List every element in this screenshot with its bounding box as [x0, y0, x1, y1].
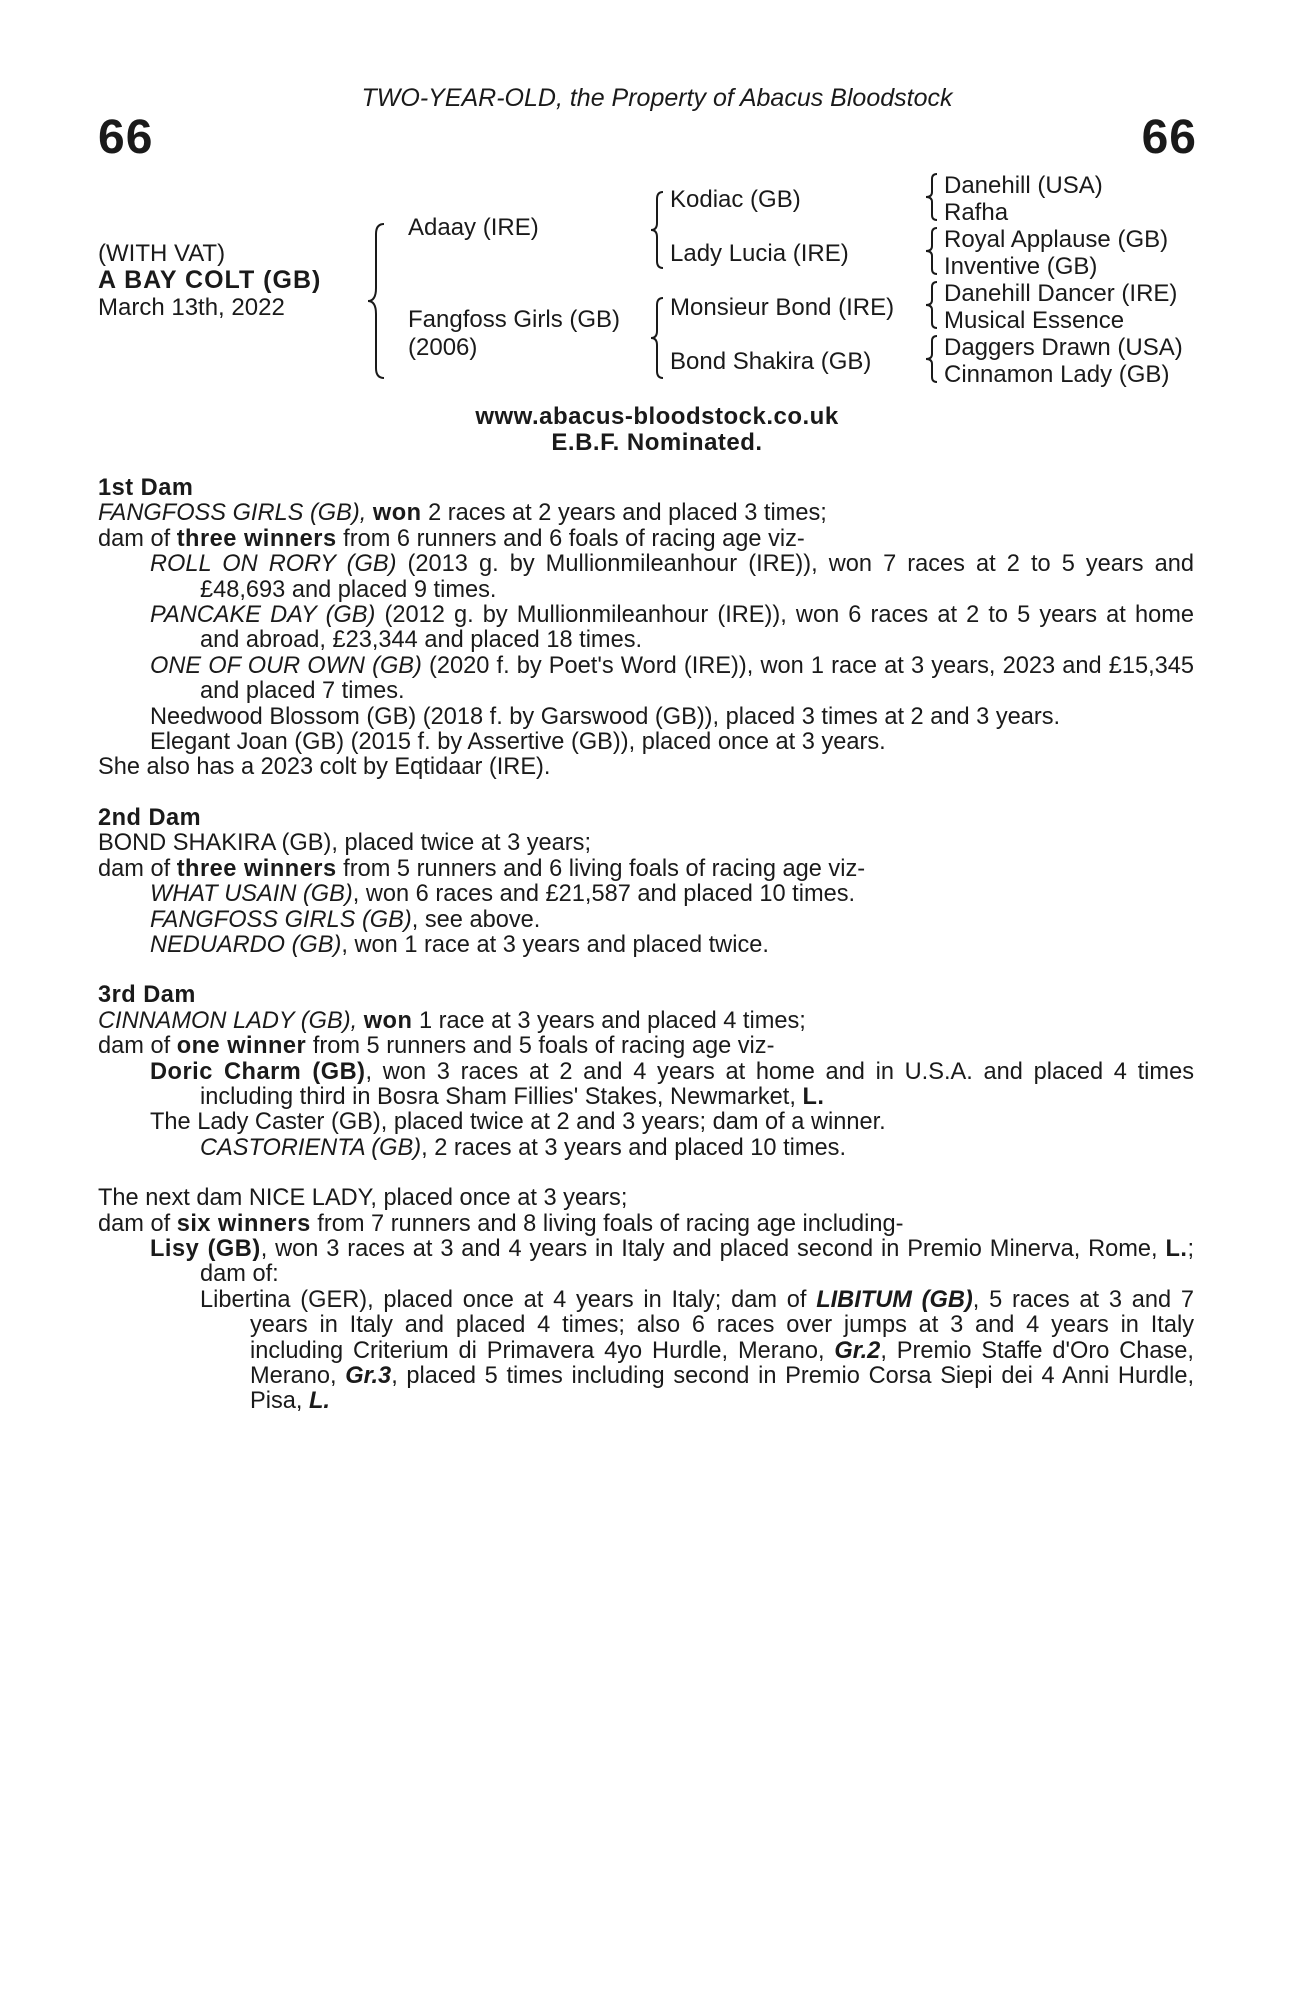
produce-what-usain: WHAT USAIN (GB), won 6 races and £21,587 and placed 10 times. [150, 881, 856, 908]
pedigree-gen3-7: Daggers Drawn (USA) [944, 334, 1183, 361]
fourth-dam-line: The next dam NICE LADY, placed once at 3 years; [98, 1185, 628, 1212]
pedigree-brace-g4 [924, 334, 940, 384]
first-dam-line: FANGFOSS GIRLS (GB), won 2 races at 2 years and placed 3 times; [98, 500, 827, 527]
third-dam-produce-summary: dam of one winner from 5 runners and 5 foals of racing age viz- [98, 1033, 775, 1060]
second-dam-produce-summary: dam of three winners from 5 runners and 6 living foals of racing age viz- [98, 855, 866, 882]
produce-neduardo: NEDUARDO (GB), won 1 race at 3 years and placed twice. [150, 931, 769, 958]
produce-libertina: Libertina (GER), placed once at 4 years in Italy; dam of LIBITUM (GB), 5 races at 3 and 7 years in Italy and placed 4 times; also 6 races over jumps at 3 and 4 years in Italy including Criterium di Primavera 4yo Hurdle, Merano, Gr.2, Premio Staffe d'Oro Chase, Merano, Gr.3, placed 5 times including second in Premio Corsa Siepi dei 4 Anni Hurdle, Pisa, L. [200, 1286, 1194, 1415]
pedigree-dam: Fangfoss Girls (GB) [408, 306, 621, 333]
website-link[interactable]: www.abacus-bloodstock.co.uk [475, 403, 839, 430]
produce-roll-on-rory: ROLL ON RORY (GB) (2013 g. by Mullionmileanhour (IRE)), won 7 races at 2 to 5 years and £48,693 and placed 9 times. [150, 551, 1195, 603]
info-lines [0, 404, 1314, 456]
produce-castorienta: CASTORIENTA (GB), 2 races at 3 years and placed 10 times. [200, 1134, 847, 1161]
produce-pancake-day: PANCAKE DAY (GB) (2012 g. by Mullionmileanhour (IRE)), won 6 races at 2 to 5 years at home and abroad, £23,344 and placed 18 times. [150, 602, 1194, 654]
produce-elegant-joan: Elegant Joan (GB) (2015 f. by Assertive (GB)), placed once at 3 years. [150, 729, 886, 756]
pedigree-gen3-1: Danehill (USA) [944, 172, 1103, 199]
produce-fangfoss-girls: FANGFOSS GIRLS (GB), see above. [150, 906, 541, 933]
horse-name: A BAY COLT (GB) [98, 266, 322, 294]
catalogue-header: TWO-YEAR-OLD, the Property of Abacus Bloodstock [361, 84, 953, 112]
fourth-dam-produce-summary: dam of six winners from 7 runners and 8 living foals of racing age including- [98, 1210, 904, 1237]
produce-doric-charm: Doric Charm (GB), won 3 races at 2 and 4 years at home and in U.S.A. and placed 4 times including third in Bosra Sham Fillies' Stakes, Newmarket, L. [150, 1058, 1194, 1110]
third-dam-title: 3rd Dam [98, 982, 196, 1009]
pedigree-gen3-4: Inventive (GB) [944, 253, 1098, 280]
produce-the-lady-caster: The Lady Caster (GB), placed twice at 2 and 3 years; dam of a winner. [150, 1109, 886, 1136]
produce-one-of-our-own: ONE OF OUR OWN (GB) (2020 f. by Poet's Word (IRE)), won 1 race at 3 years, 2023 and £15,345 and placed 7 times. [150, 652, 1194, 705]
pedigree-dam-dam: Bond Shakira (GB) [670, 348, 872, 375]
produce-needwood-blossom: Needwood Blossom (GB) (2018 f. by Garswood (GB)), placed 3 times at 2 and 3 years. [150, 703, 1061, 730]
pedigree-brace-g1 [924, 172, 940, 222]
pedigree-brace-g3 [924, 280, 940, 330]
pedigree-gen3-2: Rafha [944, 199, 1009, 226]
pedigree-sire-sire: Kodiac (GB) [670, 186, 801, 213]
lot-number-right: 66 [1141, 111, 1197, 164]
pedigree-gen3-3: Royal Applause (GB) [944, 226, 1169, 253]
first-dam-note: She also has a 2023 colt by Eqtidaar (IRE). [98, 754, 551, 781]
pedigree-dam-year: (2006) [408, 334, 478, 361]
pedigree-sire-dam: Lady Lucia (IRE) [670, 240, 849, 267]
first-dam-produce-summary: dam of three winners from 6 runners and 6 foals of racing age viz- [98, 525, 805, 552]
pedigree-gen3-6: Musical Essence [944, 307, 1125, 334]
pedigree-brace-sire [649, 190, 667, 270]
pedigree-dam-sire: Monsieur Bond (IRE) [670, 294, 895, 321]
pedigree-brace-main [366, 222, 388, 380]
lot-number-left: 66 [98, 111, 154, 164]
second-dam-title: 2nd Dam [98, 804, 202, 831]
pedigree-brace-dam [649, 296, 667, 380]
pedigree-brace-g2 [924, 226, 940, 276]
pedigree-notes [98, 476, 1194, 1415]
date-of-birth: March 13th, 2022 [98, 294, 285, 321]
vat-note: (WITH VAT) [98, 240, 226, 267]
first-dam-title: 1st Dam [98, 475, 194, 501]
pedigree-sire: Adaay (IRE) [408, 214, 539, 241]
produce-lisy: Lisy (GB), won 3 races at 3 and 4 years in Italy and placed second in Premio Minerva, Rome, L.; dam of: [150, 1235, 1195, 1288]
second-dam-line: BOND SHAKIRA (GB), placed twice at 3 years; [98, 830, 592, 857]
third-dam-line: CINNAMON LADY (GB), won 1 race at 3 years and placed 4 times; [98, 1007, 806, 1034]
ebf-nominated: E.B.F. Nominated. [551, 429, 763, 456]
pedigree-gen3-8: Cinnamon Lady (GB) [944, 361, 1170, 388]
pedigree-gen3-5: Danehill Dancer (IRE) [944, 280, 1178, 307]
